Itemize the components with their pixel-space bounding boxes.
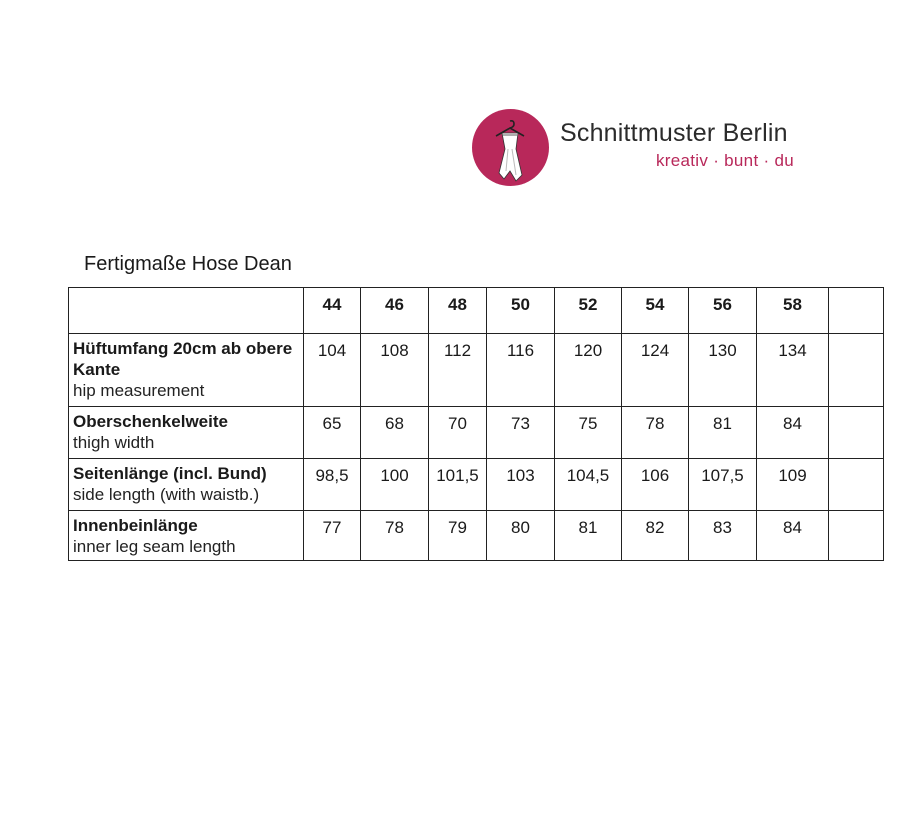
header-corner-cell	[69, 288, 304, 334]
size-header-row	[69, 288, 884, 334]
value-cell: 82	[622, 511, 689, 561]
size-header: 48	[429, 288, 487, 334]
value-cell	[829, 511, 884, 561]
brand-logo	[472, 109, 802, 189]
size-header: 54	[622, 288, 689, 334]
logo-circle	[472, 109, 549, 186]
value-cell: 101,5	[429, 459, 487, 511]
row-label	[69, 407, 304, 459]
value-cell: 68	[361, 407, 429, 459]
size-header: 56	[689, 288, 757, 334]
value-cell: 78	[361, 511, 429, 561]
row-label	[69, 459, 304, 511]
row-label-german: Seitenlänge (incl. Bund)	[73, 464, 267, 483]
row-label	[69, 334, 304, 407]
table-row-side-length	[69, 459, 884, 511]
value-cell: 108	[361, 334, 429, 407]
value-cell: 120	[555, 334, 622, 407]
size-header: 50	[487, 288, 555, 334]
value-cell: 134	[757, 334, 829, 407]
value-cell: 84	[757, 511, 829, 561]
value-cell: 65	[304, 407, 361, 459]
brand-name: Schnittmuster Berlin	[560, 119, 788, 147]
table-title: Fertigmaße Hose Dean	[84, 253, 292, 275]
size-header	[829, 288, 884, 334]
value-cell: 103	[487, 459, 555, 511]
size-header: 46	[361, 288, 429, 334]
value-cell: 79	[429, 511, 487, 561]
measurement-table	[68, 287, 884, 561]
row-label-german: Innenbeinlänge	[73, 516, 198, 535]
row-label-english: thigh width	[73, 433, 155, 452]
row-label-german: Hüftumfang 20cm ab obere Kante	[73, 339, 293, 379]
value-cell: 70	[429, 407, 487, 459]
row-label-english: hip measurement	[73, 381, 205, 400]
table-row-hip	[69, 334, 884, 407]
table-row-inner-leg	[69, 511, 884, 561]
value-cell: 81	[689, 407, 757, 459]
value-cell: 98,5	[304, 459, 361, 511]
row-label-english: inner leg seam length	[73, 537, 236, 556]
value-cell: 75	[555, 407, 622, 459]
size-header: 44	[304, 288, 361, 334]
value-cell	[829, 407, 884, 459]
value-cell: 100	[361, 459, 429, 511]
value-cell: 80	[487, 511, 555, 561]
value-cell: 83	[689, 511, 757, 561]
row-label-german: Oberschenkelweite	[73, 412, 228, 431]
value-cell: 81	[555, 511, 622, 561]
size-header: 58	[757, 288, 829, 334]
value-cell: 77	[304, 511, 361, 561]
size-header: 52	[555, 288, 622, 334]
value-cell	[829, 334, 884, 407]
dress-on-hanger-icon	[472, 109, 549, 186]
value-cell: 106	[622, 459, 689, 511]
value-cell: 124	[622, 334, 689, 407]
value-cell: 78	[622, 407, 689, 459]
value-cell: 104	[304, 334, 361, 407]
value-cell: 84	[757, 407, 829, 459]
value-cell: 73	[487, 407, 555, 459]
row-label-english: side length (with waistb.)	[73, 485, 260, 504]
table-row-thigh	[69, 407, 884, 459]
value-cell: 130	[689, 334, 757, 407]
value-cell	[829, 459, 884, 511]
brand-tagline: kreativ · bunt · du	[656, 151, 794, 170]
value-cell: 112	[429, 334, 487, 407]
row-label	[69, 511, 304, 561]
value-cell: 107,5	[689, 459, 757, 511]
value-cell: 104,5	[555, 459, 622, 511]
value-cell: 109	[757, 459, 829, 511]
value-cell: 116	[487, 334, 555, 407]
